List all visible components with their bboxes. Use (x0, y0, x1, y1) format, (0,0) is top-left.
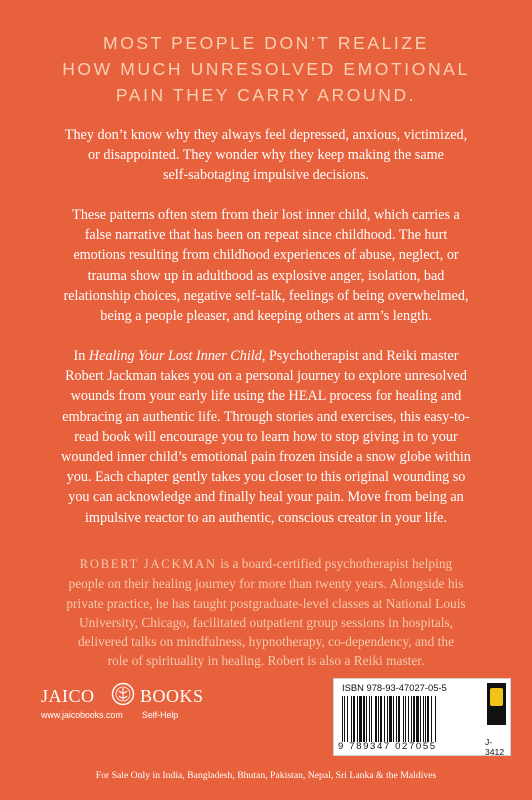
barcode-bars (340, 696, 482, 742)
text-line: trauma show up in adulthood as explosive anger, isolation, bad (87, 267, 445, 284)
text-line: you. Each chapter gently takes you closer to this original wounding so (66, 469, 466, 486)
author-bio (24, 554, 508, 671)
text-line: read book will encourage you to learn how to stop giving in to your (74, 428, 458, 445)
text-line: delivered talks on mindfulness, hypnotherapy, co-dependency, and the (77, 634, 455, 650)
text-fragment: In (73, 348, 89, 364)
text-line: These patterns often stem from their lost inner child, which carries a (72, 207, 460, 223)
publisher-url: www.jaicobooks.com (41, 710, 123, 720)
book-code: J-3412 (485, 737, 505, 757)
text-line: self-sabotaging impulsive decisions. (162, 167, 370, 184)
text-line: wounded inner child’s emotional pain frozen inside a snow globe within (61, 449, 471, 466)
isbn-barcode-box (333, 678, 511, 756)
badge-logo-icon (490, 688, 503, 706)
book-category: Self-Help (142, 710, 179, 720)
book-description-paragraph (24, 346, 508, 528)
text-line: University, Chicago, facilitated outpatient group sessions in hospitals, (78, 614, 453, 630)
text-line: you can acknowledge and finally heal your pain. Move from being an (68, 489, 464, 506)
text-line (24, 346, 508, 366)
text-line: They don’t know why they always feel depressed, anxious, victimized, (64, 127, 468, 143)
headline-line: PAIN THEY CARRY AROUND. (115, 85, 417, 105)
isbn-label: ISBN 978-93-47027-05-5 (342, 682, 447, 693)
publisher-logo (41, 685, 261, 725)
publisher-name-left: JAICO (41, 686, 95, 706)
text-line: impulsive reactor to an authentic, conscious creator in your life. (84, 509, 448, 526)
headline-line: MOST PEOPLE DON’T REALIZE (103, 33, 429, 53)
patterns-paragraph (24, 205, 508, 326)
text-line: false narrative that has been on repeat since childhood. The hurt (84, 227, 448, 244)
sale-territory-note: For Sale Only in India, Bangladesh, Bhutan, Pakistan, Nepal, Sri Lanka & the Maldives (95, 770, 437, 781)
text-line: private practice, he has taught postgraduate-level classes at National Louis (66, 595, 466, 611)
text-fragment: is a board-certified psychotherapist helping (216, 556, 453, 571)
text-line: Robert Jackman takes you on a personal journey to explore unresolved (65, 368, 467, 385)
headline (0, 30, 532, 108)
text-line: embracing an authentic life. Through stories and exercises, this easy-to- (62, 408, 470, 425)
text-line: people on their healing journey for more than twenty years. Alongside his (68, 576, 464, 592)
text-line: wounds from your early life using the HEAL process for healing and (70, 388, 462, 405)
text-line: role of spirituality in healing. Robert is also a Reiki master. (107, 653, 425, 669)
publisher-emblem-icon (111, 682, 135, 706)
text-line (24, 554, 508, 574)
publisher-badge-icon (487, 683, 506, 725)
author-name: ROBERT JACKMAN (79, 557, 217, 571)
text-line: relationship choices, negative self-talk, feelings of being overwhelmed, (63, 287, 469, 304)
book-title: Healing Your Lost Inner Child (88, 348, 262, 364)
publisher-name-right: BOOKS (140, 686, 204, 706)
text-fragment: , Psychotherapist and Reiki master (261, 348, 459, 364)
text-line: emotions resulting from childhood experiences of abuse, neglect, or (73, 247, 459, 264)
intro-paragraph (24, 125, 508, 186)
text-line: being a people pleaser, and keeping others at arm’s length. (100, 308, 432, 325)
barcode-number: 9 789347 027055 (338, 741, 437, 752)
text-line: or disappointed. They wonder why they keep making the same (88, 147, 444, 164)
headline-line: HOW MUCH UNRESOLVED EMOTIONAL (62, 59, 470, 79)
